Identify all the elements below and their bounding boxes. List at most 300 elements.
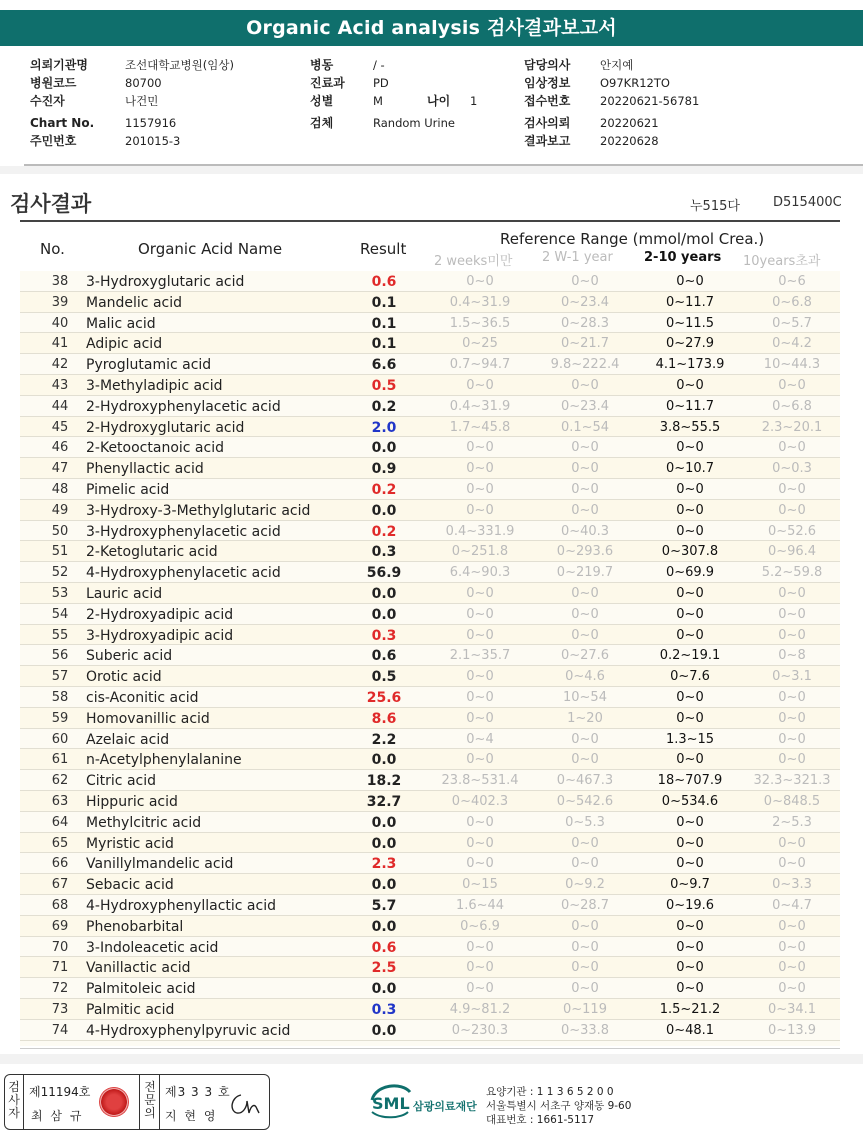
ref-range-2w-1y: 0~0: [571, 274, 599, 289]
ref-range-2w-1y: 0~0: [571, 731, 599, 747]
ref-range-under-2-weeks: 0~0: [466, 690, 494, 705]
ref-range-over-10y: 2.3~20.1: [761, 419, 823, 435]
acid-name: 3-Hydroxy-3-Methylglutaric acid: [86, 502, 311, 519]
result-value: 25.6: [366, 690, 402, 706]
result-value: 5.7: [371, 898, 397, 914]
result-value: 0.6: [371, 648, 397, 665]
info-label: 병원코드: [30, 76, 77, 90]
ref-range-under-2-weeks: 0~0: [466, 378, 494, 393]
ref-range-2-10y: 0~0: [676, 710, 704, 726]
specialist-name: 지 현 영: [165, 1109, 218, 1123]
ref-range-2w-1y: 0~219.7: [556, 565, 614, 581]
row-no: 67: [51, 877, 69, 893]
acid-name: 3-Hydroxyadipic acid: [86, 627, 234, 644]
ref-range-over-10y: 0~0: [778, 752, 806, 768]
info-value: 1: [470, 94, 478, 108]
info-value: 80700: [125, 76, 162, 90]
section-code-korean: 누515다: [690, 199, 740, 214]
row-no: 52: [51, 565, 69, 581]
ref-range-under-2-weeks: 6.4~90.3: [449, 565, 511, 581]
row-no: 54: [51, 606, 69, 622]
info-value: 나건민: [125, 94, 159, 108]
acid-name: Sebacic acid: [86, 877, 174, 894]
ref-range-2w-1y: 0~0: [571, 502, 599, 518]
col-header-no: No.: [40, 240, 65, 258]
row-no: 74: [51, 1022, 69, 1038]
result-value: 0.2: [371, 482, 397, 498]
table-row: [20, 541, 840, 562]
table-row: [20, 957, 840, 978]
ref-range-2w-1y: 0~0: [571, 918, 599, 934]
ref-range-2w-1y: 0~0: [571, 627, 599, 643]
row-no: 47: [51, 461, 69, 477]
ref-range-under-2-weeks: 0~0: [466, 627, 494, 643]
acid-name: Vanillactic acid: [86, 960, 191, 977]
table-row: [20, 749, 840, 770]
ref-range-2w-1y: 0.1~54: [560, 419, 610, 435]
info-value: O97KR12TO: [600, 76, 670, 90]
ref-range-under-2-weeks: 0~0: [466, 461, 494, 477]
ref-range-2-10y: 0~0: [676, 835, 704, 851]
ref-range-over-10y: 0~0: [778, 606, 806, 622]
acid-name: Azelaic acid: [86, 731, 170, 748]
ref-range-over-10y: 5.2~59.8: [761, 565, 823, 581]
row-no: 72: [51, 981, 69, 997]
ref-range-2-10y: 0~48.1: [665, 1022, 715, 1038]
ref-range-over-10y: 0~0: [778, 627, 806, 643]
ref-range-2-10y: 0~0: [676, 752, 704, 768]
info-value: PD: [373, 76, 389, 90]
section-title: 검사결과: [10, 192, 92, 216]
ref-range-over-10y: 0~8: [778, 648, 806, 664]
table-row: [20, 417, 840, 438]
ref-range-2-10y: 18~707.9: [657, 773, 723, 789]
acid-name: 4-Hydroxyphenylacetic acid: [86, 565, 281, 582]
divider: [159, 1075, 160, 1129]
ref-range-under-2-weeks: 0~0: [466, 586, 494, 601]
info-label: 병동: [310, 58, 334, 72]
ref-range-under-2-weeks: 0~0: [466, 856, 494, 872]
ref-range-under-2-weeks: 0~402.3: [451, 794, 509, 809]
ref-range-2w-1y: 0~9.2: [565, 877, 605, 893]
ref-range-over-10y: 0~0.3: [772, 461, 812, 477]
org-name: 삼광의료재단: [413, 1100, 477, 1113]
table-row: [20, 937, 840, 958]
ref-range-2-10y: 0~0: [676, 440, 704, 456]
specialist-label: 전 문 의: [144, 1080, 156, 1120]
info-label: 검체: [310, 116, 334, 130]
table-row: [20, 271, 840, 292]
acid-name: Lauric acid: [86, 586, 163, 602]
result-value: 0.3: [371, 544, 397, 561]
ref-range-2-10y: 0~27.9: [665, 336, 715, 352]
ref-range-2-10y: 0~0: [676, 918, 704, 934]
ref-range-2w-1y: 10~54: [563, 690, 607, 705]
ref-range-2-10y: 0~0: [676, 690, 704, 705]
table-row: [20, 396, 840, 417]
ref-range-under-2-weeks: 23.8~531.4: [441, 773, 519, 789]
signature-scribble: [227, 1089, 267, 1119]
row-no: 58: [51, 690, 69, 705]
table-row: [20, 895, 840, 916]
info-label: 담당의사: [524, 58, 571, 72]
acid-name: Vanillylmandelic acid: [86, 856, 234, 873]
info-value: M: [373, 94, 383, 108]
info-value: 20220621-56781: [600, 94, 700, 108]
acid-name: 2-Ketoglutaric acid: [86, 544, 218, 561]
ref-range-2-10y: 0~19.6: [665, 898, 715, 913]
ref-range-2w-1y: 1~20: [567, 710, 603, 726]
col-header-ref-3: 2-10 years: [644, 250, 722, 265]
row-no: 38: [51, 274, 69, 289]
ref-range-over-10y: 0~0: [778, 502, 806, 518]
ref-range-over-10y: 0~52.6: [767, 523, 817, 539]
table-row: [20, 916, 840, 937]
acid-name: 4-Hydroxyphenyllactic acid: [86, 898, 276, 914]
ref-range-under-2-weeks: 0~6.9: [460, 918, 500, 934]
ref-range-over-10y: 0~5.7: [772, 315, 812, 331]
ref-range-under-2-weeks: 0~0: [466, 939, 494, 955]
ref-range-over-10y: 0~6.8: [772, 294, 812, 310]
ref-range-2-10y: 0~10.7: [665, 461, 715, 477]
ref-range-2-10y: 0~0: [676, 482, 704, 497]
ref-range-2-10y: 0~0: [676, 960, 704, 976]
ref-range-over-10y: 0~0: [778, 378, 806, 393]
table-row: [20, 437, 840, 458]
ref-range-2w-1y: 0~40.3: [560, 523, 610, 539]
acid-name: 3-Methyladipic acid: [86, 378, 223, 394]
info-value: 안지예: [600, 58, 634, 72]
ref-range-2-10y: 0.2~19.1: [659, 648, 721, 664]
ref-range-over-10y: 0~0: [778, 586, 806, 601]
ref-range-under-2-weeks: 0~0: [466, 960, 494, 976]
results-table: [20, 271, 840, 1046]
ref-range-2w-1y: 0~119: [563, 1002, 607, 1017]
ref-range-2w-1y: 0~0: [571, 856, 599, 872]
row-no: 60: [51, 731, 69, 747]
result-value: 2.0: [371, 419, 397, 436]
row-no: 44: [51, 398, 69, 414]
ref-range-over-10y: 0~3.3: [772, 877, 812, 893]
ref-range-2w-1y: 0~293.6: [556, 544, 614, 560]
result-value: 0.6: [371, 939, 397, 956]
ref-range-under-2-weeks: 0~0: [466, 482, 494, 497]
acid-name: 3-Indoleacetic acid: [86, 939, 219, 956]
result-value: 2.2: [371, 731, 397, 748]
result-value: 0.1: [371, 336, 397, 353]
ref-range-2-10y: 0~9.7: [670, 877, 710, 893]
ref-range-under-2-weeks: 1.5~36.5: [449, 315, 511, 331]
row-no: 69: [51, 918, 69, 934]
acid-name: Phenobarbital: [86, 918, 184, 935]
col-header-ref-1: 2 weeks미만: [434, 254, 513, 269]
ref-range-under-2-weeks: 0~0: [466, 710, 494, 726]
row-no: 63: [51, 794, 69, 809]
result-value: 0.0: [371, 1022, 397, 1039]
row-no: 64: [51, 814, 69, 830]
ref-range-2-10y: 0~69.9: [665, 565, 715, 581]
info-label: Chart No.: [30, 116, 95, 130]
row-no: 53: [51, 586, 69, 601]
row-no: 68: [51, 898, 69, 913]
acid-name: 2-Hydroxyadipic acid: [86, 606, 234, 623]
ref-range-over-10y: 2~5.3: [772, 814, 812, 830]
ref-range-2w-1y: 0~542.6: [556, 794, 614, 809]
ref-range-2w-1y: 0~23.4: [560, 398, 610, 414]
ref-range-under-2-weeks: 1.6~44: [455, 898, 505, 913]
acid-name: Palmitic acid: [86, 1002, 175, 1018]
row-no: 46: [51, 440, 69, 456]
ref-range-2w-1y: 0~4.6: [565, 669, 605, 685]
ref-range-2w-1y: 0~467.3: [556, 773, 614, 789]
result-value: 0.0: [371, 586, 397, 602]
table-row: [20, 333, 840, 354]
ref-range-over-10y: 0~0: [778, 710, 806, 726]
info-value: 201015-3: [125, 134, 181, 148]
ref-range-over-10y: 0~0: [778, 918, 806, 934]
table-row: [20, 625, 840, 646]
result-value: 0.5: [371, 378, 397, 394]
result-value: 0.0: [371, 981, 397, 998]
col-header-ref-2: 2 W-1 year: [542, 250, 613, 265]
ref-range-over-10y: 0~96.4: [767, 544, 817, 560]
ref-range-over-10y: 0~0: [778, 960, 806, 976]
row-no: 56: [51, 648, 69, 664]
row-no: 59: [51, 710, 69, 726]
ref-range-2-10y: 0~307.8: [661, 544, 719, 560]
acid-name: Orotic acid: [86, 669, 162, 686]
patient-info: [0, 56, 863, 166]
row-divider: [20, 1040, 840, 1041]
address: 서울특별시 서초구 양재동 9-60: [486, 1100, 632, 1112]
ref-range-under-2-weeks: 1.7~45.8: [449, 419, 511, 435]
ref-range-2-10y: 0~0: [676, 606, 704, 622]
result-value: 56.9: [366, 565, 402, 582]
ref-range-2w-1y: 0~21.7: [560, 336, 610, 352]
info-label: 접수번호: [524, 94, 571, 108]
ref-range-under-2-weeks: 0~0: [466, 440, 494, 456]
result-value: 2.3: [371, 856, 397, 873]
result-value: 0.0: [371, 440, 397, 457]
ref-range-2-10y: 0~0: [676, 586, 704, 601]
table-row: [20, 479, 840, 500]
ref-range-2-10y: 1.5~21.2: [659, 1002, 721, 1017]
acid-name: 2-Hydroxyglutaric acid: [86, 419, 245, 436]
acid-name: Myristic acid: [86, 835, 174, 852]
ref-range-2-10y: 0~0: [676, 939, 704, 955]
row-no: 65: [51, 835, 69, 851]
ref-range-over-10y: 0~0: [778, 939, 806, 955]
result-value: 0.3: [371, 1002, 397, 1018]
row-no: 61: [51, 752, 69, 768]
table-row: [20, 708, 840, 729]
ref-range-2w-1y: 0~0: [571, 378, 599, 393]
ref-range-under-2-weeks: 0~15: [462, 877, 498, 893]
result-value: 0.0: [371, 502, 397, 519]
ref-range-2w-1y: 0~0: [571, 606, 599, 622]
ref-range-under-2-weeks: 0~0: [466, 669, 494, 685]
info-value: 1157916: [125, 116, 177, 130]
ref-range-2-10y: 0~0: [676, 627, 704, 643]
ref-range-over-10y: 0~0: [778, 981, 806, 997]
col-header-ref-4: 10years초과: [743, 254, 821, 269]
ref-range-under-2-weeks: 2.1~35.7: [449, 648, 511, 664]
ref-range-2-10y: 0~0: [676, 981, 704, 997]
acid-name: Methylcitric acid: [86, 814, 202, 831]
examiner-license-no: 제11194호: [29, 1085, 91, 1099]
ref-range-over-10y: 0~0: [778, 482, 806, 497]
result-value: 0.9: [371, 461, 397, 478]
acid-name: Malic acid: [86, 315, 156, 332]
ref-range-2-10y: 0~11.7: [665, 398, 715, 414]
row-no: 43: [51, 378, 69, 393]
ref-range-under-2-weeks: 0~251.8: [451, 544, 509, 560]
info-value: 조선대학교병원(임상): [125, 58, 234, 72]
acid-name: Homovanillic acid: [86, 710, 210, 727]
divider: [23, 1075, 24, 1129]
table-row: [20, 458, 840, 479]
result-value: 0.0: [371, 835, 397, 852]
ref-range-under-2-weeks: 0~0: [466, 274, 494, 289]
row-no: 71: [51, 960, 69, 976]
ref-range-2w-1y: 0~5.3: [565, 814, 605, 830]
acid-name: 2-Hydroxyphenylacetic acid: [86, 398, 281, 415]
info-label: 임상정보: [524, 76, 571, 90]
table-row: [20, 604, 840, 625]
info-label: 성별: [310, 94, 334, 108]
result-value: 32.7: [366, 794, 402, 810]
row-no: 55: [51, 627, 69, 643]
acid-name: Hippuric acid: [86, 794, 178, 810]
ref-range-under-2-weeks: 0~0: [466, 502, 494, 518]
row-no: 70: [51, 939, 69, 955]
col-header-ref-range: Reference Range (mmol/mol Crea.): [500, 230, 765, 248]
table-header: [20, 222, 840, 270]
ref-range-2w-1y: 0~0: [571, 461, 599, 477]
ref-range-2w-1y: 0~23.4: [560, 294, 610, 310]
footer-band: [0, 1054, 863, 1064]
ref-range-2-10y: 0~534.6: [661, 794, 719, 809]
row-no: 73: [51, 1002, 69, 1017]
info-value: Random Urine: [373, 116, 455, 130]
table-row: [20, 687, 840, 708]
row-no: 45: [51, 419, 69, 435]
ref-range-2w-1y: 0~28.3: [560, 315, 610, 331]
acid-name: 2-Ketooctanoic acid: [86, 440, 224, 457]
ref-range-2-10y: 0~0: [676, 814, 704, 830]
official-seal: [99, 1087, 129, 1117]
table-row: [20, 729, 840, 750]
info-label: 결과보고: [524, 134, 571, 148]
table-row: [20, 313, 840, 334]
examiner-name: 최 삼 규: [31, 1109, 84, 1123]
result-value: 0.0: [371, 918, 397, 935]
acid-name: n-Acetylphenylalanine: [86, 752, 242, 769]
acid-name: Citric acid: [86, 773, 156, 790]
section-code: D515400C: [773, 195, 842, 210]
phone-number: 대표번호 : 1661-5117: [486, 1114, 595, 1126]
result-value: 0.0: [371, 814, 397, 831]
ref-range-2-10y: 3.8~55.5: [659, 419, 721, 435]
ref-range-over-10y: 0~0: [778, 440, 806, 456]
table-row: [20, 375, 840, 396]
table-row: [20, 666, 840, 687]
row-no: 66: [51, 856, 69, 872]
info-label: 주민번호: [30, 134, 77, 148]
ref-range-2w-1y: 0~27.6: [560, 648, 610, 664]
ref-range-over-10y: 0~0: [778, 856, 806, 872]
info-label: 의뢰기관명: [30, 58, 88, 72]
table-row: [20, 583, 840, 604]
result-value: 0.3: [371, 627, 397, 644]
result-value: 0.2: [371, 398, 397, 415]
result-value: 0.6: [371, 274, 397, 290]
ref-range-over-10y: 0~6: [778, 274, 806, 289]
ref-range-2w-1y: 9.8~222.4: [550, 357, 620, 373]
result-value: 18.2: [366, 773, 402, 790]
table-row: [20, 874, 840, 895]
ref-range-2w-1y: 0~0: [571, 939, 599, 955]
examiner-label: 검 사 자: [8, 1080, 20, 1120]
acid-name: cis-Aconitic acid: [86, 690, 199, 706]
table-row: [20, 500, 840, 521]
divider: [139, 1075, 140, 1129]
ref-range-over-10y: 0~0: [778, 731, 806, 747]
row-no: 39: [51, 294, 69, 310]
report-title: Organic Acid analysis 검사결과보고서: [0, 10, 863, 46]
ref-range-over-10y: 32.3~321.3: [753, 773, 831, 789]
ref-range-2w-1y: 0~33.8: [560, 1022, 610, 1038]
ref-range-under-2-weeks: 0.7~94.7: [449, 357, 511, 373]
ref-range-2w-1y: 0~0: [571, 586, 599, 601]
row-no: 57: [51, 669, 69, 685]
table-row: [20, 521, 840, 542]
ref-range-2w-1y: 0~0: [571, 752, 599, 768]
ref-range-under-2-weeks: 4.9~81.2: [449, 1002, 511, 1017]
ref-range-2-10y: 0~0: [676, 274, 704, 289]
info-value: 20220628: [600, 134, 659, 148]
ref-range-over-10y: 10~44.3: [763, 357, 821, 373]
table-row: [20, 978, 840, 999]
ref-range-2-10y: 0~0: [676, 856, 704, 872]
row-no: 41: [51, 336, 69, 352]
ref-range-2-10y: 0~11.5: [665, 315, 715, 331]
acid-name: Adipic acid: [86, 336, 163, 353]
divider-band: [0, 166, 863, 174]
ref-range-under-2-weeks: 0.4~31.9: [449, 294, 511, 310]
ref-range-2w-1y: 0~0: [571, 440, 599, 456]
table-row: [20, 833, 840, 854]
logo-text: SML: [372, 1094, 410, 1113]
ref-range-under-2-weeks: 0~230.3: [451, 1022, 509, 1038]
table-row: [20, 292, 840, 313]
table-row: [20, 354, 840, 375]
ref-range-over-10y: 0~0: [778, 690, 806, 705]
ref-range-under-2-weeks: 0~4: [466, 731, 494, 747]
ref-range-2w-1y: 0~0: [571, 960, 599, 976]
info-label: 수진자: [30, 94, 65, 108]
ref-range-2-10y: 0~0: [676, 502, 704, 518]
ref-range-2-10y: 0~0: [676, 523, 704, 539]
info-value: / -: [373, 58, 385, 72]
ref-range-under-2-weeks: 0~0: [466, 752, 494, 768]
acid-name: 3-Hydroxyglutaric acid: [86, 274, 245, 290]
acid-name: Suberic acid: [86, 648, 173, 665]
table-row: [20, 645, 840, 666]
ref-range-over-10y: 0~3.1: [772, 669, 812, 685]
row-no: 49: [51, 502, 69, 518]
info-label: 검사의뢰: [524, 116, 571, 130]
